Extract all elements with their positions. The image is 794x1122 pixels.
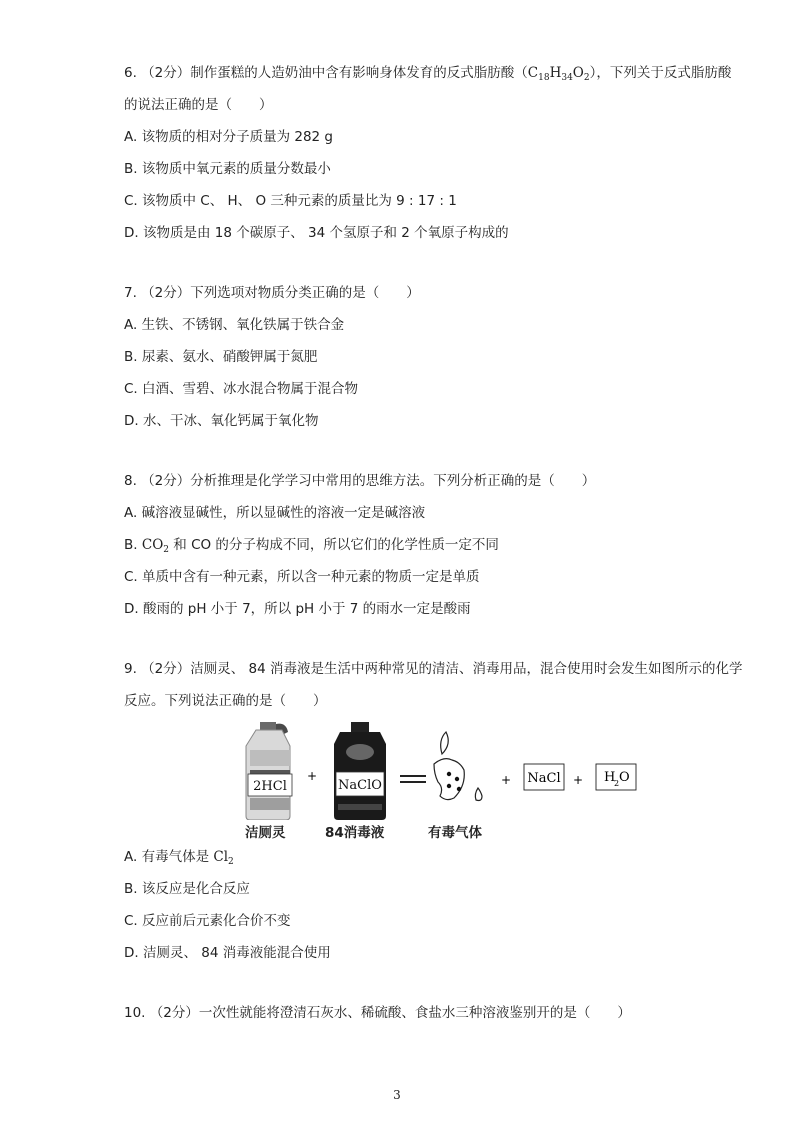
q7-option-b: B. 尿素、氨水、硝酸钾属于氮肥 <box>124 349 318 365</box>
q6-stem-text: 6. （2分）制作蛋糕的人造奶油中含有影响身体发育的反式脂肪酸（ <box>124 65 528 81</box>
toilet-cleaner-bottle-icon <box>246 722 290 820</box>
q9-option-d: D. 洁厕灵、 84 消毒液能混合使用 <box>124 945 331 961</box>
q10-stem: 10. （2分）一次性就能将澄清石灰水、稀硫酸、食盐水三种溶液鉴别开的是（ ） <box>124 1005 631 1021</box>
q9-option-b: B. 该反应是化合反应 <box>124 881 250 897</box>
page-number: 3 <box>393 1088 401 1102</box>
q6-option-b: B. 该物质中氧元素的质量分数最小 <box>124 161 331 177</box>
product2-sub: 2 <box>614 779 620 788</box>
plus-sign-2: + <box>500 773 512 787</box>
product2-o: O <box>619 770 630 785</box>
reaction-figure <box>230 718 650 820</box>
q6-formula: $C_{18}H_{34}O_2$ <box>527 65 590 83</box>
q9-option-c: C. 反应前后元素化合价不变 <box>124 913 291 929</box>
q6-stem-line1 <box>124 63 731 88</box>
q7-option-d: D. 水、干冰、氧化钙属于氧化物 <box>124 413 319 429</box>
caption-disinfectant: 84消毒液 <box>325 825 385 841</box>
q6-stem-text-end: ），下列关于反式脂肪酸 <box>589 65 732 81</box>
q6-stem-line2: 的说法正确的是（ ） <box>124 97 273 113</box>
plus-sign-3: + <box>572 773 584 787</box>
q7-stem: 7. （2分）下列选项对物质分类正确的是（ ） <box>124 285 420 301</box>
q7-option-a: A. 生铁、不锈钢、氧化铁属于铁合金 <box>124 317 345 333</box>
cl2-formula: $Cl_2$ <box>213 849 234 867</box>
product1-label: NaCl <box>527 771 561 786</box>
q9-stem-line1: 9. （2分）洁厕灵、 84 消毒液是生活中两种常见的清洁、消毒用品，混合使用时会发生如图所示的化学 <box>124 661 743 677</box>
q8-option-a: A. 碱溶液显碱性，所以显碱性的溶液一定是碱溶液 <box>124 505 426 521</box>
q9-stem-line2: 反应。下列说法正确的是（ ） <box>124 693 327 709</box>
q9-option-a: A. 有毒气体是 $Cl_2$ <box>124 849 234 867</box>
q6-option-a: A. 该物质的相对分子质量为 282 g <box>124 129 333 145</box>
bottle1-label: 2HCl <box>253 779 287 794</box>
caption-toilet-cleaner: 洁厕灵 <box>245 825 286 841</box>
q8-option-c: C. 单质中含有一种元素，所以含一种元素的物质一定是单质 <box>124 569 480 585</box>
q8-stem: 8. （2分）分析推理是化学学习中常用的思维方法。下列分析正确的是（ ） <box>124 473 596 489</box>
co2-formula: $CO_2$ <box>141 537 169 555</box>
bottle2-label: NaClO <box>338 778 382 793</box>
q8-option-b: B. $CO_2$ 和 CO 的分子构成不同，所以它们的化学性质一定不同 <box>124 537 499 555</box>
product2-h: H <box>604 770 616 785</box>
q8-option-d: D. 酸雨的 pH 小于 7，所以 pH 小于 7 的雨水一定是酸雨 <box>124 601 471 617</box>
disinfectant-bottle-icon <box>334 722 386 820</box>
plus-sign-1: + <box>306 769 318 783</box>
q6-option-d: D. 该物质是由 18 个碳原子、 34 个氢原子和 2 个氧原子构成的 <box>124 225 509 241</box>
caption-toxic-gas: 有毒气体 <box>428 825 482 841</box>
q6-option-c: C. 该物质中 C、 H、 O 三种元素的质量比为 9 : 17 : 1 <box>124 193 457 209</box>
q7-option-c: C. 白酒、雪碧、冰水混合物属于混合物 <box>124 381 359 397</box>
